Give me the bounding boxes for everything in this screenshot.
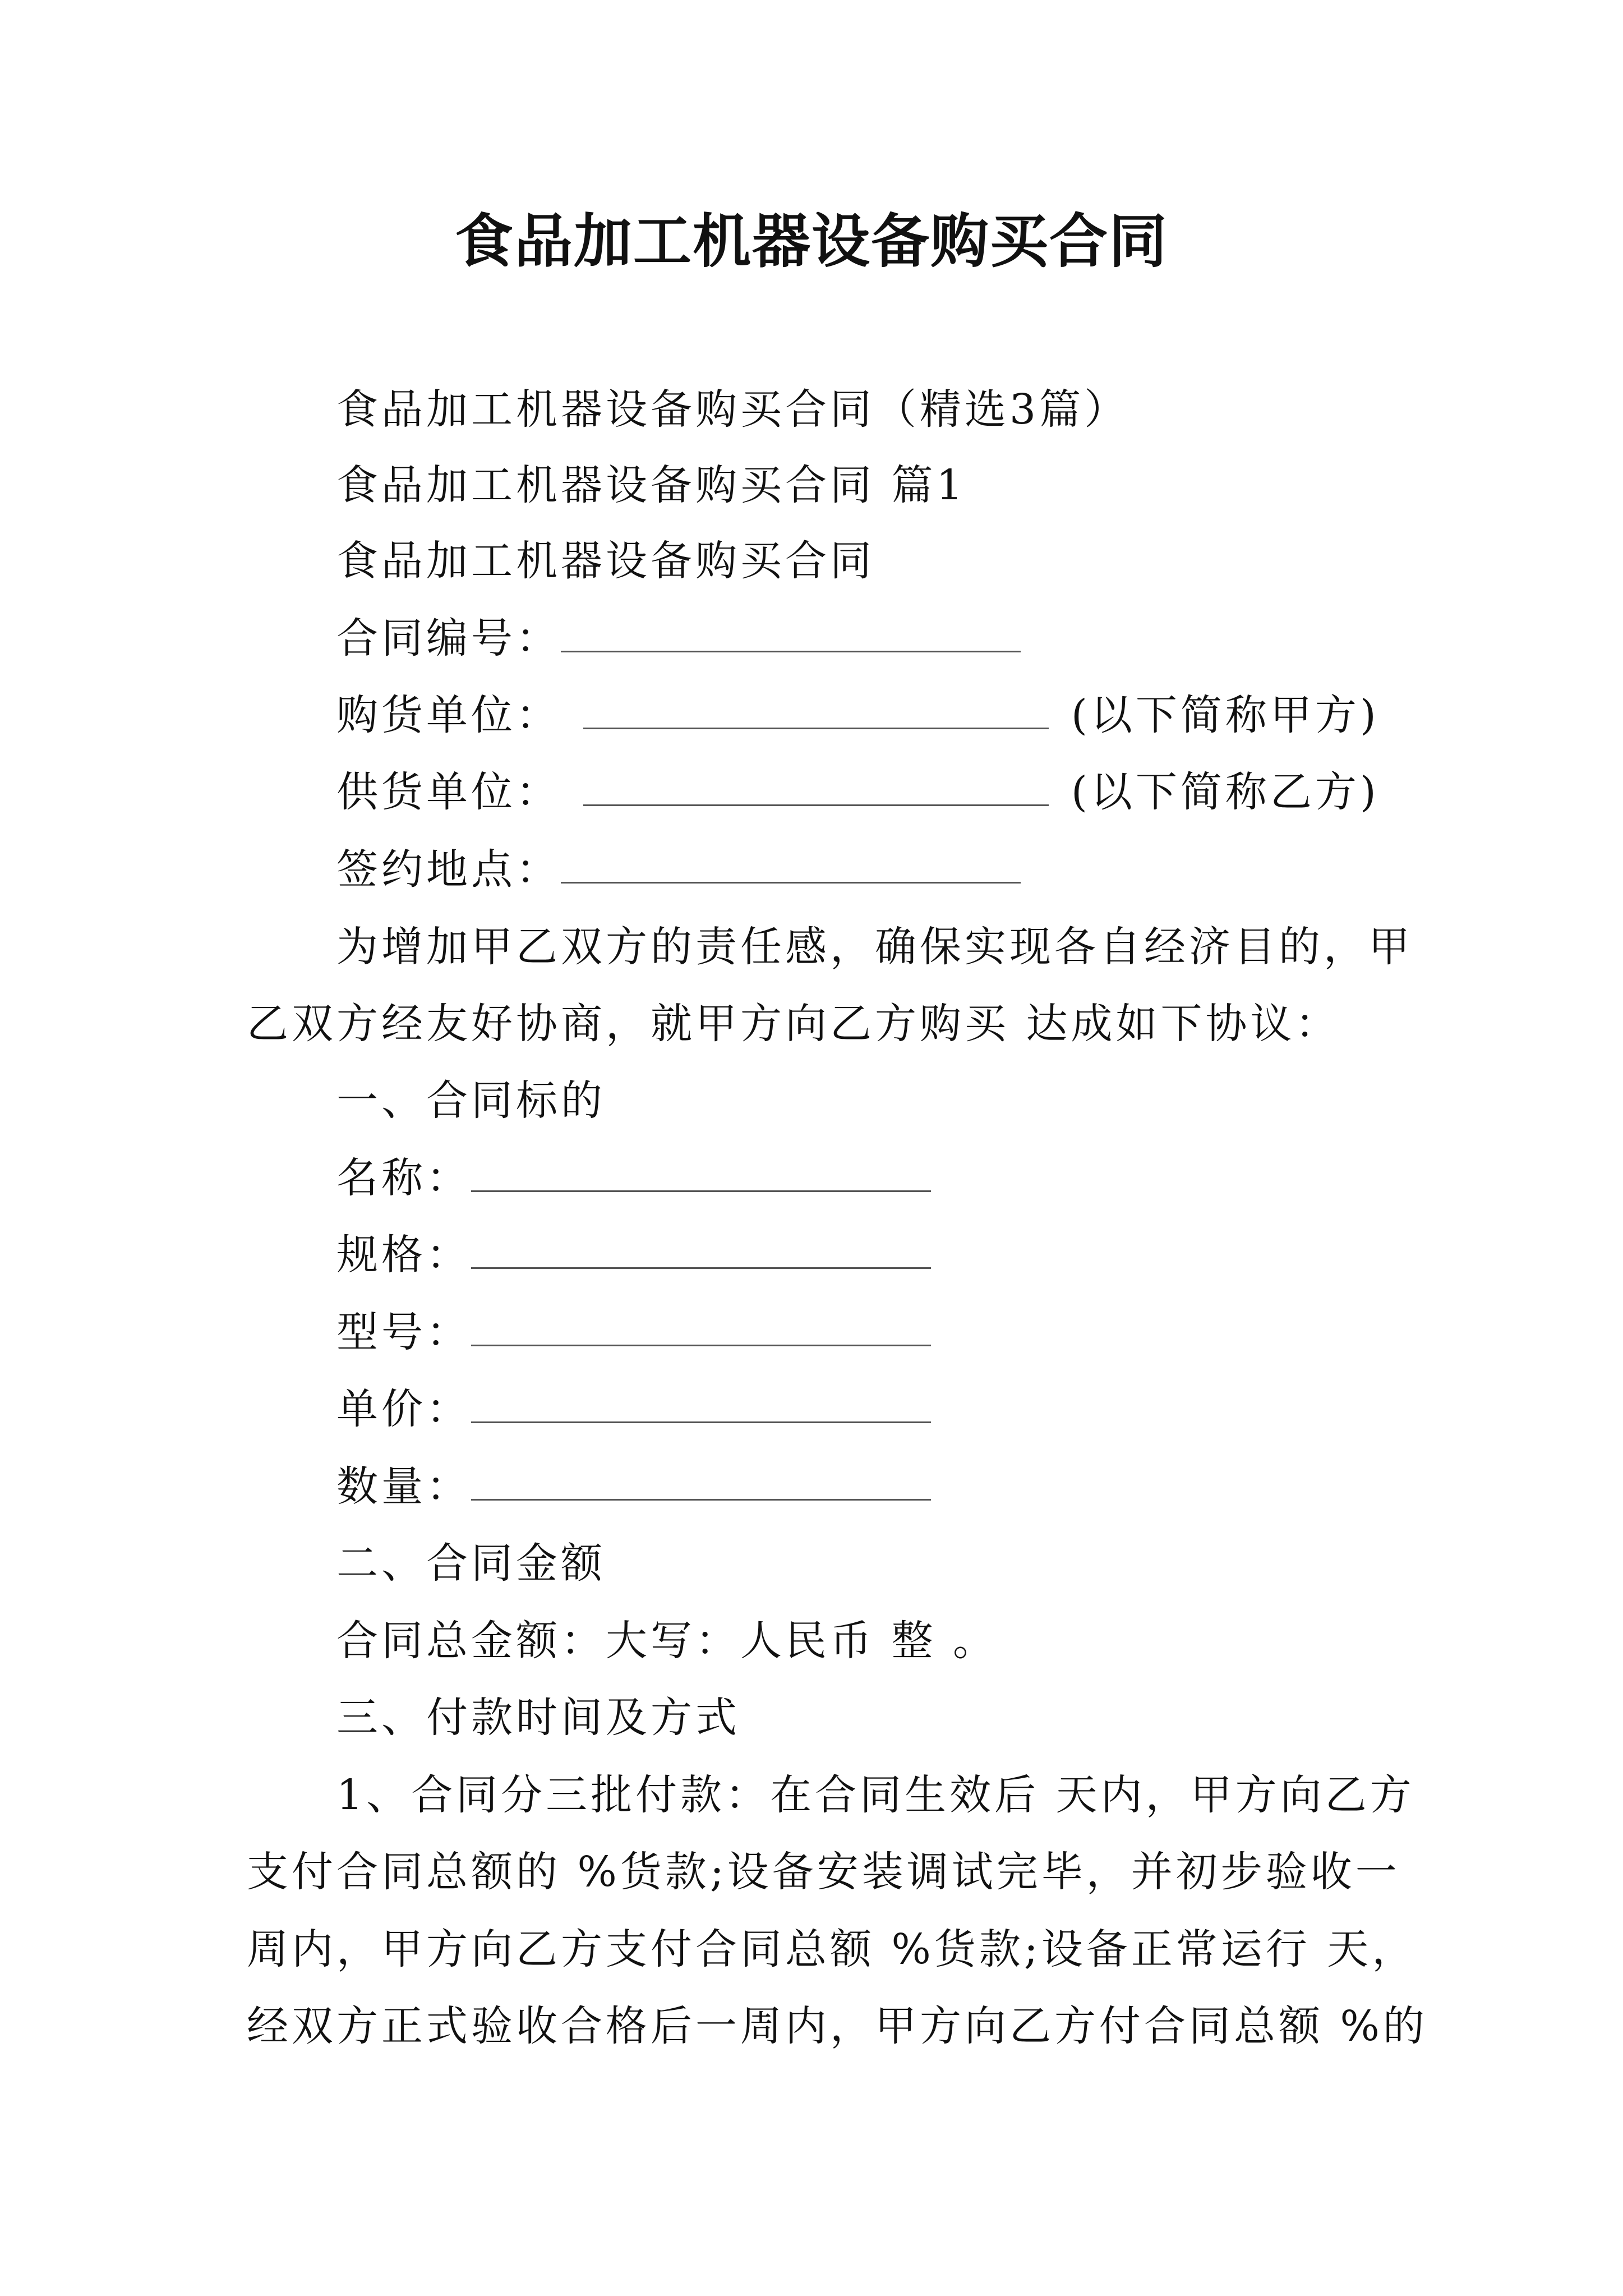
contract-number-label: 合同编号：: [336, 614, 561, 662]
buyer-label: 购货单位：: [336, 691, 561, 739]
supplier-row: [336, 764, 1380, 820]
part-heading: 食品加工机器设备购买合同 篇1: [336, 461, 966, 509]
document-subtitle: 食品加工机器设备购买合同（精选3篇）: [336, 385, 1129, 434]
payment-para-line-2: 支付合同总额的 %货款;设备安装调试完毕，并初步验收一: [247, 1848, 1400, 1896]
signing-place-label: 签约地点：: [336, 845, 561, 894]
section2-heading: 二、合同金额: [336, 1539, 606, 1588]
buyer-row: [336, 687, 1380, 743]
item-label-name: 名称：: [336, 1154, 471, 1202]
item-row-name: [336, 1150, 953, 1206]
item-blank-quantity: [471, 1460, 931, 1501]
item-blank-name: [471, 1151, 931, 1192]
payment-para-line-4: 经双方正式验收合格后一周内，甲方向乙方付合同总额 %的: [247, 2002, 1428, 2050]
section3-heading: 三、付款时间及方式: [336, 1694, 740, 1742]
intro-line-1: 为增加甲乙双方的责任感，确保实现各自经济目的，甲: [336, 923, 1413, 971]
buyer-note: (以下简称甲方): [1071, 691, 1380, 739]
item-row-model: [336, 1304, 953, 1360]
supplier-note: (以下简称乙方): [1071, 768, 1380, 816]
contract-name: 食品加工机器设备购买合同: [336, 537, 875, 585]
supplier-blank: [583, 765, 1049, 806]
payment-para-line-1: 1、合同分三批付款：在合同生效后 天内，甲方向乙方: [336, 1771, 1415, 1819]
item-blank-model: [471, 1305, 931, 1346]
item-label-spec: 规格：: [336, 1231, 471, 1279]
buyer-blank: [583, 688, 1049, 729]
item-row-price: [336, 1381, 953, 1437]
item-label-quantity: 数量：: [336, 1462, 471, 1511]
item-row-quantity: [336, 1458, 953, 1515]
total-amount-line: 合同总金额：大写：人民币 整 。: [336, 1617, 998, 1665]
signing-place-row: [336, 841, 1043, 898]
item-blank-spec: [471, 1228, 931, 1269]
supplier-label: 供货单位：: [336, 768, 561, 816]
contract-number-blank: [561, 611, 1021, 652]
item-label-model: 型号：: [336, 1308, 471, 1356]
item-blank-price: [471, 1382, 931, 1423]
contract-number-row: [336, 610, 1043, 666]
document-title: 食品加工机器设备购买合同: [454, 206, 1168, 275]
item-label-price: 单价：: [336, 1385, 471, 1433]
item-row-spec: [336, 1227, 953, 1283]
signing-place-blank: [561, 843, 1021, 884]
section1-heading: 一、合同标的: [336, 1076, 606, 1125]
intro-line-2: 乙双方经友好协商，就甲方向乙方购买 达成如下协议：: [247, 1000, 1340, 1048]
payment-para-line-3: 周内，甲方向乙方支付合同总额 %货款;设备正常运行 天，: [247, 1925, 1417, 1973]
